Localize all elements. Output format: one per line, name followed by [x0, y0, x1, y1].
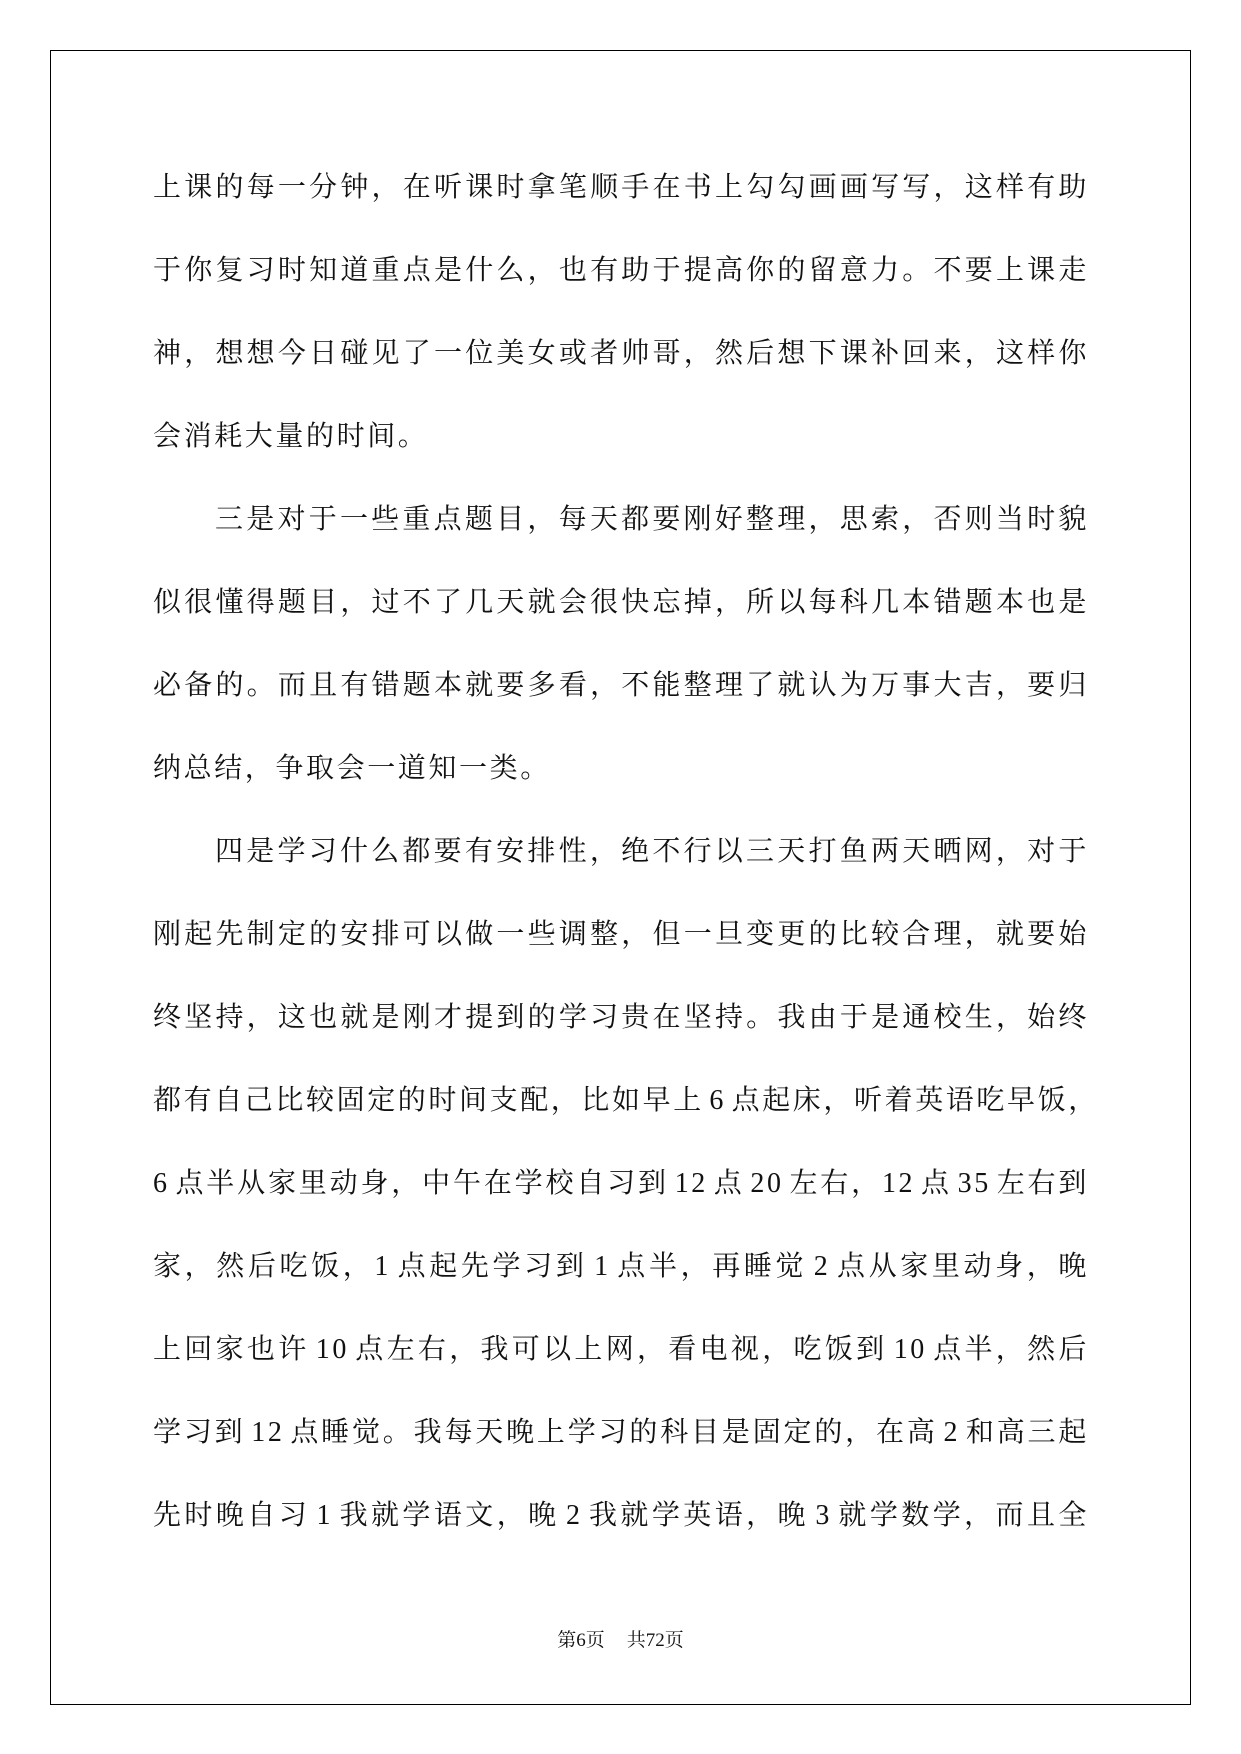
- text-line: 三是对于一些重点题目，每天都要刚好整理，思索，否则当时貌: [215, 504, 1089, 535]
- total-page-count: 共72页: [626, 1630, 684, 1651]
- text-line: 四是学习什么都要有安排性，绝不行以三天打鱼两天晒网，对于: [215, 836, 1089, 867]
- text-line: 家，然后吃饭，1 点起先学习到 1 点半，再睡觉 2 点从家里动身，晚: [153, 1251, 1089, 1282]
- text-line: 必备的。而且有错题本就要多看，不能整理了就认为万事大吉，要归: [153, 670, 1089, 701]
- paragraph: [153, 478, 1089, 810]
- paragraph: [153, 146, 1089, 478]
- text-line: 上课的每一分钟，在听课时拿笔顺手在书上勾勾画画写写，这样有助: [153, 172, 1089, 203]
- text-line: 都有自己比较固定的时间支配，比如早上 6 点起床，听着英语吃早饭，: [153, 1085, 1099, 1116]
- text-line: 先时晚自习 1 我就学语文，晚 2 我就学英语，晚 3 就学数学，而且全: [153, 1500, 1089, 1531]
- text-line: 刚起先制定的安排可以做一些调整，但一旦变更的比较合理，就要始: [153, 919, 1089, 950]
- paragraph: [153, 810, 1099, 1557]
- text-line: 6 点半从家里动身，中午在学校自习到 12 点 20 左右，12 点 35 左右到: [153, 1168, 1089, 1199]
- text-line: 于你复习时知道重点是什么，也有助于提高你的留意力。不要上课走: [153, 255, 1089, 286]
- text-line: 纳总结，争取会一道知一类。: [153, 753, 551, 784]
- text-line: 终坚持，这也就是刚才提到的学习贵在坚持。我由于是通校生，始终: [153, 1002, 1089, 1033]
- text-line: 会消耗大量的时间。: [153, 421, 429, 452]
- text-line: 上回家也许 10 点左右，我可以上网，看电视，吃饭到 10 点半，然后: [153, 1334, 1089, 1365]
- current-page-number: 第6页: [557, 1630, 605, 1651]
- text-line: 神，想想今日碰见了一位美女或者帅哥，然后想下课补回来，这样你: [153, 338, 1089, 369]
- page-footer: [0, 1627, 1241, 1655]
- text-line: 似很懂得题目，过不了几天就会很快忘掉，所以每科几本错题本也是: [153, 587, 1089, 618]
- text-line: 学习到 12 点睡觉。我每天晚上学习的科目是固定的，在高 2 和高三起: [153, 1417, 1089, 1448]
- body-text: [153, 146, 1099, 1557]
